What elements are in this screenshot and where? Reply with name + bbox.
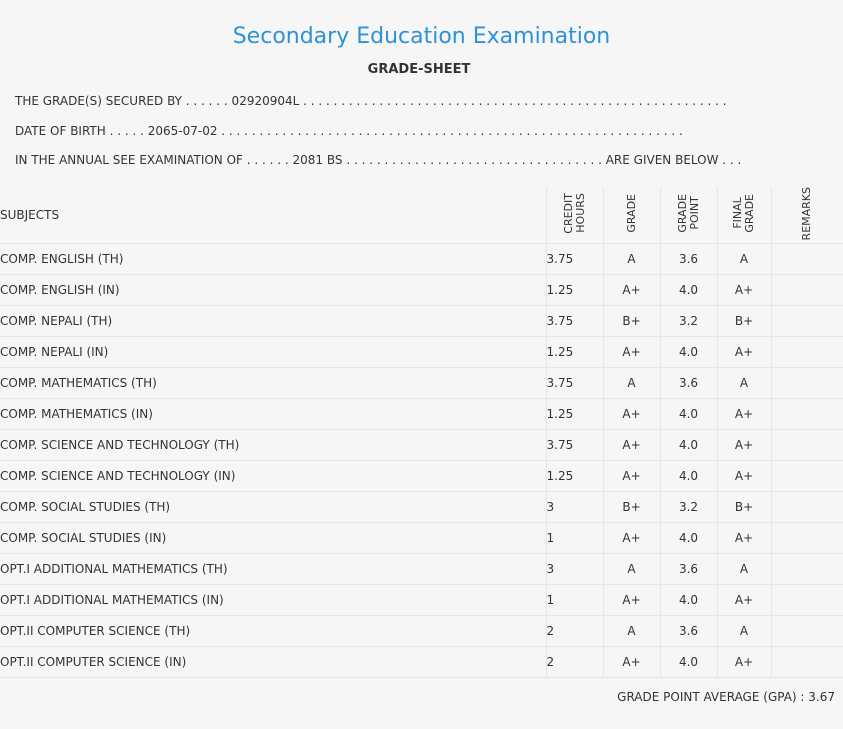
final-grade-cell: A+ bbox=[717, 430, 771, 461]
remarks-cell bbox=[771, 399, 843, 430]
grade-point-cell: 4.0 bbox=[660, 585, 717, 616]
subject-cell: COMP. SCIENCE AND TECHNOLOGY (TH) bbox=[0, 430, 546, 461]
grade-header-label: GRADE bbox=[624, 194, 638, 234]
credit-hours-cell: 1.25 bbox=[546, 275, 603, 306]
credit-hours-cell: 1 bbox=[546, 523, 603, 554]
gp-header-line1: GRADE bbox=[675, 194, 689, 234]
final-header-line1: FINAL bbox=[731, 198, 744, 230]
table-row bbox=[0, 337, 843, 368]
grade-cell: A bbox=[603, 368, 660, 399]
remarks-cell bbox=[771, 430, 843, 461]
table-row bbox=[0, 461, 843, 492]
subject-cell: COMP. ENGLISH (IN) bbox=[0, 275, 546, 306]
grade-rows bbox=[0, 244, 843, 678]
final-grade-cell: B+ bbox=[717, 306, 771, 337]
remarks-cell bbox=[771, 492, 843, 523]
final-grade-cell: B+ bbox=[717, 492, 771, 523]
grade-cell: A+ bbox=[603, 647, 660, 678]
remarks-cell bbox=[771, 244, 843, 275]
final-grade-cell: A bbox=[717, 554, 771, 585]
credit-hours-cell: 2 bbox=[546, 647, 603, 678]
remarks-cell bbox=[771, 368, 843, 399]
grade-cell: B+ bbox=[603, 492, 660, 523]
grade-point-cell: 3.6 bbox=[660, 244, 717, 275]
grade-cell: A bbox=[603, 554, 660, 585]
subjects-header: SUBJECTS bbox=[0, 187, 546, 244]
grade-point-cell: 4.0 bbox=[660, 461, 717, 492]
subject-cell: COMP. SCIENCE AND TECHNOLOGY (IN) bbox=[0, 461, 546, 492]
subject-cell: OPT.II COMPUTER SCIENCE (IN) bbox=[0, 647, 546, 678]
grade-cell: A+ bbox=[603, 461, 660, 492]
table-row bbox=[0, 368, 843, 399]
credit-hours-cell: 2 bbox=[546, 616, 603, 647]
final-grade-cell: A bbox=[717, 616, 771, 647]
final-grade-cell: A+ bbox=[717, 647, 771, 678]
remarks-header-label: REMARKS bbox=[800, 187, 814, 241]
grade-sheet-heading: GRADE-SHEET bbox=[367, 62, 471, 77]
credit-hours-cell: 1 bbox=[546, 585, 603, 616]
grade-point-cell: 3.2 bbox=[660, 492, 717, 523]
grade-point-cell: 3.6 bbox=[660, 616, 717, 647]
grade-header bbox=[603, 187, 660, 244]
table-header-row bbox=[0, 187, 843, 244]
grade-point-cell: 4.0 bbox=[660, 430, 717, 461]
subject-cell: OPT.II COMPUTER SCIENCE (TH) bbox=[0, 616, 546, 647]
credit-hours-cell: 3.75 bbox=[546, 368, 603, 399]
remarks-cell bbox=[771, 306, 843, 337]
subject-cell: OPT.I ADDITIONAL MATHEMATICS (IN) bbox=[0, 585, 546, 616]
grade-point-cell: 4.0 bbox=[660, 337, 717, 368]
final-grade-cell: A+ bbox=[717, 275, 771, 306]
grade-cell: A+ bbox=[603, 523, 660, 554]
final-grade-cell: A+ bbox=[717, 585, 771, 616]
credit-hours-cell: 3.75 bbox=[546, 430, 603, 461]
credit-hours-cell: 1.25 bbox=[546, 337, 603, 368]
grade-cell: A bbox=[603, 244, 660, 275]
credit-hours-header bbox=[546, 187, 603, 244]
grade-cell: A+ bbox=[603, 585, 660, 616]
credit-header-line2: HOURS bbox=[573, 193, 587, 234]
remarks-cell bbox=[771, 616, 843, 647]
date-of-birth-line: DATE OF BIRTH . . . . . 2065-07-02 . . . . . . . . . . . . . . . . . . . . . . . . . . . . . . . . . . . . . . . . . . . . . . . . . . . . . . . . . . . . . bbox=[15, 124, 683, 138]
credit-hours-cell: 3.75 bbox=[546, 306, 603, 337]
table-row bbox=[0, 275, 843, 306]
remarks-cell bbox=[771, 275, 843, 306]
credit-hours-cell: 1.25 bbox=[546, 461, 603, 492]
final-grade-cell: A bbox=[717, 244, 771, 275]
page-title: Secondary Education Examination bbox=[232, 24, 611, 49]
examination-line: IN THE ANNUAL SEE EXAMINATION OF . . . . . . 2081 BS . . . . . . . . . . . . . . . . . . . . . . . . . . . . . . . . . . ARE GIVEN BELOW . . . bbox=[15, 153, 742, 167]
final-grade-cell: A+ bbox=[717, 337, 771, 368]
final-grade-cell: A+ bbox=[717, 399, 771, 430]
grade-cell: B+ bbox=[603, 306, 660, 337]
remarks-header bbox=[771, 187, 843, 244]
final-grade-header bbox=[717, 187, 771, 244]
remarks-cell bbox=[771, 647, 843, 678]
credit-hours-cell: 3 bbox=[546, 554, 603, 585]
table-row bbox=[0, 244, 843, 275]
subject-cell: COMP. NEPALI (TH) bbox=[0, 306, 546, 337]
subject-cell: COMP. ENGLISH (TH) bbox=[0, 244, 546, 275]
grade-point-header bbox=[660, 187, 717, 244]
final-header-line2: GRADE bbox=[743, 194, 756, 234]
credit-header-line1: CREDIT bbox=[561, 193, 575, 235]
table-row bbox=[0, 430, 843, 461]
gp-header-line2: POINT bbox=[687, 196, 701, 231]
grades-table bbox=[0, 187, 843, 678]
final-grade-cell: A+ bbox=[717, 523, 771, 554]
subject-cell: COMP. SOCIAL STUDIES (TH) bbox=[0, 492, 546, 523]
grade-point-cell: 4.0 bbox=[660, 399, 717, 430]
table-row bbox=[0, 616, 843, 647]
credit-hours-cell: 3 bbox=[546, 492, 603, 523]
grade-point-cell: 3.6 bbox=[660, 368, 717, 399]
credit-hours-cell: 3.75 bbox=[546, 244, 603, 275]
subject-cell: OPT.I ADDITIONAL MATHEMATICS (TH) bbox=[0, 554, 546, 585]
gpa-summary: GRADE POINT AVERAGE (GPA) : 3.67 bbox=[617, 690, 835, 704]
table-row bbox=[0, 585, 843, 616]
table-row bbox=[0, 647, 843, 678]
grade-point-cell: 4.0 bbox=[660, 647, 717, 678]
remarks-cell bbox=[771, 585, 843, 616]
grade-cell: A+ bbox=[603, 430, 660, 461]
table-row bbox=[0, 399, 843, 430]
table-row bbox=[0, 554, 843, 585]
subject-cell: COMP. NEPALI (IN) bbox=[0, 337, 546, 368]
final-grade-cell: A bbox=[717, 368, 771, 399]
table-row bbox=[0, 306, 843, 337]
remarks-cell bbox=[771, 554, 843, 585]
secured-by-line: THE GRADE(S) SECURED BY . . . . . . 02920904L . . . . . . . . . . . . . . . . . . . . . . . . . . . . . . . . . . . . . . . . . . . . . . . . . . . . . . . . bbox=[15, 94, 727, 108]
grade-point-cell: 3.6 bbox=[660, 554, 717, 585]
table-row bbox=[0, 523, 843, 554]
grade-point-cell: 3.2 bbox=[660, 306, 717, 337]
remarks-cell bbox=[771, 461, 843, 492]
grade-point-cell: 4.0 bbox=[660, 523, 717, 554]
final-grade-cell: A+ bbox=[717, 461, 771, 492]
credit-hours-cell: 1.25 bbox=[546, 399, 603, 430]
remarks-cell bbox=[771, 337, 843, 368]
remarks-cell bbox=[771, 523, 843, 554]
subject-cell: COMP. MATHEMATICS (TH) bbox=[0, 368, 546, 399]
grade-point-cell: 4.0 bbox=[660, 275, 717, 306]
subject-cell: COMP. MATHEMATICS (IN) bbox=[0, 399, 546, 430]
grade-cell: A+ bbox=[603, 275, 660, 306]
grade-cell: A+ bbox=[603, 337, 660, 368]
grade-cell: A bbox=[603, 616, 660, 647]
grade-cell: A+ bbox=[603, 399, 660, 430]
table-row bbox=[0, 492, 843, 523]
subject-cell: COMP. SOCIAL STUDIES (IN) bbox=[0, 523, 546, 554]
